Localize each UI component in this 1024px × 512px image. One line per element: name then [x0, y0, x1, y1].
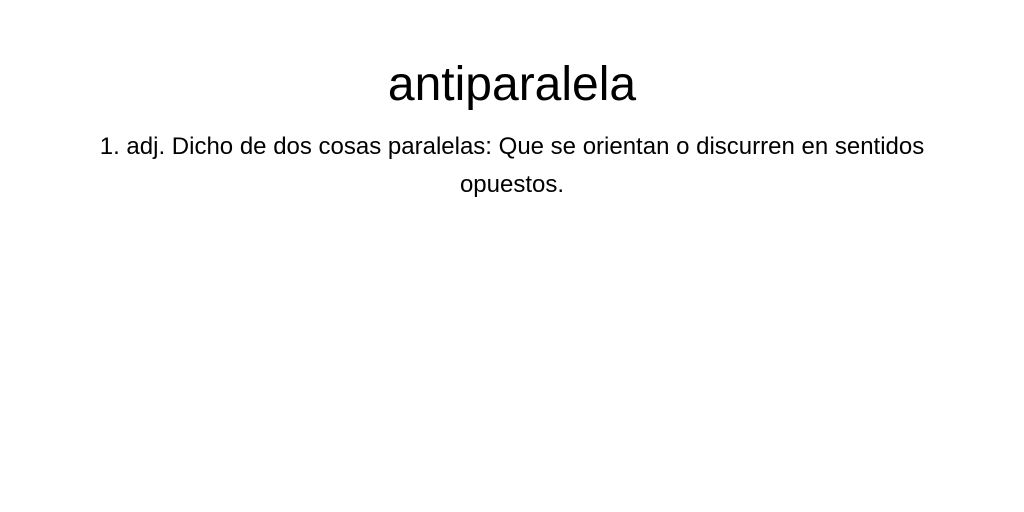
entry-word: antiparalela	[387, 58, 637, 111]
definition-1: 1. adj. Dicho de dos cosas paralelas: Que se orientan o discurren en sentidos opuestos.	[99, 133, 925, 198]
